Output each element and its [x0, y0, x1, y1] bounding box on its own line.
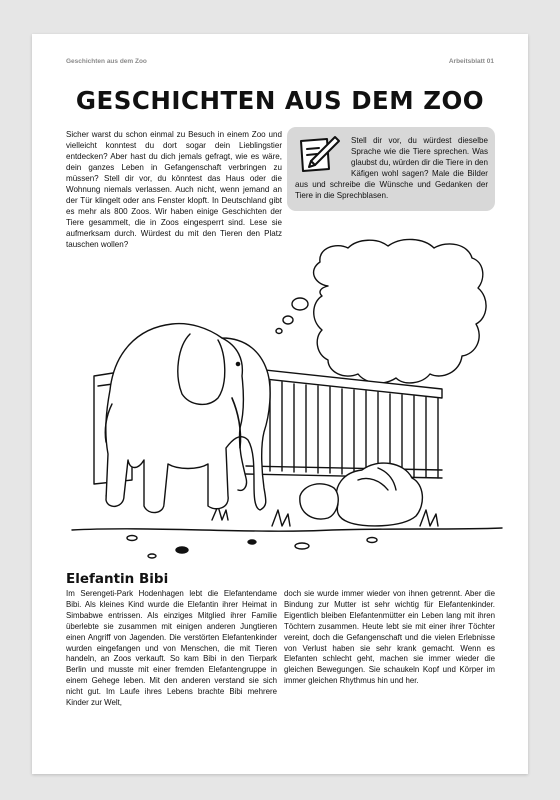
elephant [106, 324, 270, 513]
rock [300, 484, 338, 519]
worksheet-page [32, 34, 528, 774]
task-box [287, 127, 495, 211]
story-column-right: doch sie wurde immer wieder von ihnen getrennt. Aber die Bindung zur Mutter ist sehr wichtig für Elefantenkinder. Eigentlich bleiben Elefantenmütter ein Leben lang mit ihren Töchtern zusammen. Heute lebt sie mit einer ihrer Töchter vereint, doch die Gefangenschaft und die vielen Erlebnisse von Verlust haben sie sehr krank gemacht. Wenn es Elefanten schlecht geht, machen sie immer wieder die gleichen Bewegungen. Sie schaukeln Kopf und Körper im immer gleichen Rhythmus hin und her. [284, 589, 495, 686]
section-title: Elefantin Bibi [66, 571, 169, 587]
speech-bubble [314, 239, 486, 383]
header-right: Arbeitsblatt 01 [448, 58, 494, 65]
story-column-left: Im Serengeti-Park Hodenhagen lebt die Elefantendame Bibi. Als kleines Kind wurde die Elefantin ihrer Heimat in Simbabwe entrissen. Als einziges Mitglied ihrer Familie überlebte sie zusammen mit einigen anderen Jungtieren einen Angriff von Jagenden. Die verstörten Elefantenkinder wurden eingefangen und von Menschen, die mit Tieren handeln, an Zoos verkauft. So kam Bibi in den Tierpark Berlin und musste mit einer fremden Elefantengruppe in einem Gehege leben. Mit den anderen verstand sie sich nicht gut. Im Laufe ihres Lebens brachte Bibi mehrere Kinder zur Welt, [66, 589, 277, 708]
intro-text: Sicher warst du schon einmal zu Besuch in einem Zoo und vielleicht konntest du dort sogar dein Lieblingstier entdecken? Aber hast du dich jemals gefragt, wie es wäre, dein ganzes Leben in Gefangenschaft verbringen zu müssen? Stell dir vor, du könntest das Haus oder die Wohnung niemals verlassen. Auch nicht, wenn jemand an der Tür klingelt oder ans Fenster klopft. In Deutschland gibt es mehr als 800 Zoos. Wir haben einige Geschichten der Tiere gesammelt, die in Zoos eingesperrt sind. Lese sie aufmerksam durch. Würdest du mit den Tieren den Platz tauschen wollen? [66, 130, 282, 249]
elephant-illustration [32, 234, 528, 564]
task-text: Stell dir vor, du würdest dieselbe Sprache wie die Tiere sprechen. Was glaubst du, würden dir die Tiere in den Käfigen wohl sagen? Male die Bilder aus und schreibe die Wünsche und Gedanken der Tiere in die Sprechblasen. [295, 136, 488, 200]
rock [336, 463, 422, 526]
header-left: Geschichten aus dem Zoo [66, 58, 147, 65]
page-title: GESCHICHTEN AUS DEM ZOO [75, 86, 485, 115]
